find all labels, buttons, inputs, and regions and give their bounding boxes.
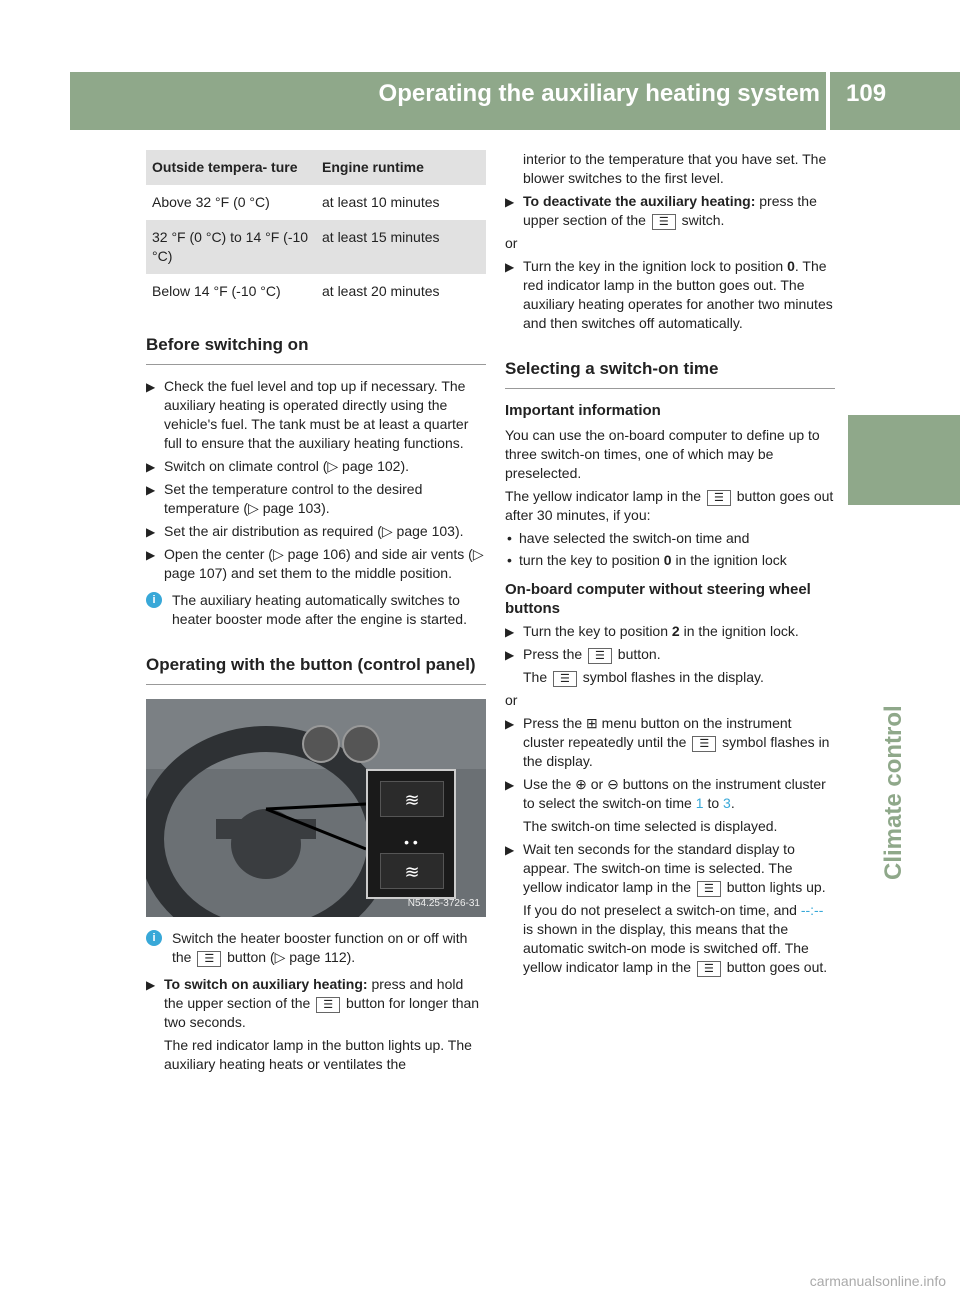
step-text: or	[590, 776, 604, 792]
arrow-icon: ▶	[146, 460, 156, 474]
arrow-icon: ▶	[505, 843, 515, 857]
auxiliary-heating-icon: ☰	[652, 214, 676, 230]
step-text: in the ignition lock.	[683, 623, 799, 639]
arrow-icon: ▶	[146, 483, 156, 497]
auxiliary-heating-icon: ☰	[697, 881, 721, 897]
info-icon: i	[146, 592, 162, 608]
section-heading: Selecting a switch-on time	[505, 359, 835, 389]
image-code: N54.25-3726-31	[407, 898, 480, 909]
indicator-dots: • •	[404, 834, 418, 850]
runtime-table	[146, 150, 486, 309]
instruction-step	[505, 192, 835, 230]
step-text: Turn the key to position	[523, 623, 669, 639]
arrow-icon: ▶	[146, 548, 156, 562]
section-heading: Before switching on	[146, 335, 486, 365]
auxiliary-heating-icon: ☰	[553, 671, 577, 687]
menu-icon: ⊞	[586, 715, 598, 731]
auxiliary-heating-icon: ☰	[588, 648, 612, 664]
instruction-step	[146, 457, 486, 476]
plus-icon: ⊕	[575, 776, 587, 792]
step-text: Wait ten seconds for the standard display to appear. The switch-on time is selected. The yellow indicator lamp in the	[523, 841, 795, 895]
step-text: menu button on the instrument cluster repeatedly until the	[523, 715, 792, 750]
step-text: button for longer than two seconds.	[164, 995, 480, 1030]
bullet-icon: •	[507, 552, 512, 568]
instruction-step	[505, 622, 835, 641]
list-text: have selected the switch-on time and	[519, 530, 750, 546]
step-text: If you do not preselect a switch-on time, and	[523, 902, 797, 918]
step-result	[505, 901, 835, 977]
table-cell: Above 32 °F (0 °C)	[152, 194, 270, 210]
table-cell: at least 15 minutes	[316, 220, 486, 274]
auxiliary-heating-icon: ☰	[697, 961, 721, 977]
instruction-step	[146, 975, 486, 1032]
arrow-icon: ▶	[505, 717, 515, 731]
arrow-icon: ▶	[146, 380, 156, 394]
heater-booster-icon: ☰	[197, 951, 221, 967]
continued-text: interior to the temperature that you have set. The blower switches to the first level.	[523, 151, 827, 186]
table-row	[146, 274, 486, 309]
list-text: in the ignition lock	[675, 552, 787, 568]
step-text: buttons on the instrument cluster to select the switch-on time	[523, 776, 826, 811]
arrow-icon: ▶	[505, 625, 515, 639]
table-header: Engine runtime	[316, 150, 486, 185]
instruction-step: ▶ Turn the key in the ignition lock to position 0. The red indicator lamp in the button goes out. The auxiliary heating operates for another two minutes and then switches off automatically.	[505, 258, 833, 331]
arrow-icon: ▶	[505, 260, 515, 274]
arrow-icon: ▶	[146, 978, 156, 992]
time-number: 1	[695, 795, 704, 811]
key-position: 2	[671, 623, 680, 639]
header-separator	[826, 72, 830, 130]
step-text: symbol flashes in the display.	[582, 669, 764, 685]
or-text: or	[505, 692, 518, 708]
info-text: button (▷ page 112).	[227, 949, 356, 965]
display-dashes: --:--	[800, 902, 824, 918]
table-cell: 32 °F (0 °C) to 14 °F (-10 °C)	[146, 220, 316, 274]
info-icon: i	[146, 930, 162, 946]
step-result: The red indicator lamp in the button lights up. The auxiliary heating heats or ventilates the	[164, 1037, 472, 1072]
left-column	[146, 150, 486, 1078]
info-text: Switch the heater booster function on or off with the	[172, 930, 468, 965]
time-number: 3	[723, 795, 731, 811]
step-text: Press the	[523, 646, 583, 662]
heater-booster-button[interactable]: ≋	[380, 781, 444, 817]
step-label: To deactivate the auxiliary heating:	[523, 193, 756, 209]
key-position: 0	[787, 258, 795, 274]
key-position: 0	[663, 552, 672, 568]
side-label	[840, 580, 907, 880]
list-item	[505, 551, 835, 570]
step-text: Switch on climate control (▷ page 102).	[164, 458, 409, 474]
page-number: 109	[846, 80, 887, 107]
step-text: is shown in the display, this means that the automatic switch-on mode is switched off. The yellow indicator lamp in the	[523, 921, 809, 975]
step-text: Use the	[523, 776, 572, 792]
step-text: The red indicator lamp in the button goes out. The auxiliary heating operates for another two minutes and then switches off automatically.	[523, 258, 833, 331]
side-tab	[848, 415, 960, 505]
section-heading: Operating with the button (control panel)	[146, 655, 486, 685]
paragraph: You can use the on-board computer to define up to three switch-on times, one of which may be preselected.	[505, 427, 820, 481]
step-label: To switch on auxiliary heating:	[164, 976, 368, 992]
table-row	[146, 220, 486, 274]
paragraph-text: button goes out after 30 minutes, if you:	[505, 488, 834, 523]
page-title: Operating the auxiliary heating system	[378, 80, 820, 107]
instruction-step	[146, 522, 486, 541]
instruction-step: ▶ Use the ⊕ or ⊖ buttons on the instrument cluster to select the switch-on time 1 to 3.	[505, 776, 826, 811]
auxiliary-heating-icon: ☰	[707, 490, 731, 506]
instruction-step	[505, 714, 835, 771]
paragraph-text: The yellow indicator lamp in the	[505, 488, 702, 504]
control-panel	[366, 769, 456, 899]
step-text: Press the	[523, 715, 583, 731]
table-cell: at least 20 minutes	[322, 283, 440, 299]
step-text: Open the center (▷ page 106) and side air vents (▷ page 107) and set them to the middle position.	[164, 546, 484, 581]
table-row	[146, 185, 486, 220]
step-text: switch.	[681, 212, 725, 228]
step-text: to	[707, 795, 720, 811]
minus-icon: ⊖	[607, 776, 619, 792]
bullet-icon: •	[507, 530, 512, 546]
table-header-row	[146, 150, 486, 185]
step-text: press and hold the upper section of the	[164, 976, 464, 1011]
subsection-heading: On-board computer without steering wheel buttons	[505, 581, 811, 617]
step-text: The	[523, 669, 548, 685]
arrow-icon: ▶	[505, 778, 515, 792]
step-text: Turn the key in the ignition lock to position	[523, 258, 784, 274]
right-column	[505, 150, 835, 981]
step-text: button goes out.	[726, 959, 828, 975]
dashboard-photo	[146, 699, 486, 917]
table-cell: at least 10 minutes	[322, 194, 440, 210]
auxiliary-heating-button[interactable]: ≋	[380, 853, 444, 889]
arrow-icon: ▶	[505, 648, 515, 662]
info-note	[146, 591, 486, 629]
footer-watermark: carmanualsonline.info	[809, 1273, 946, 1289]
step-text: button lights up.	[726, 879, 826, 895]
side-label-text: Climate control	[880, 705, 907, 880]
instruction-step	[146, 377, 486, 453]
or-text: or	[505, 235, 518, 251]
paragraph	[505, 487, 835, 525]
auxiliary-heating-icon: ☰	[316, 997, 340, 1013]
list-item	[505, 529, 835, 548]
arrow-icon: ▶	[505, 195, 515, 209]
info-text: The auxiliary heating automatically switches to heater booster mode after the engine is started.	[172, 592, 467, 627]
step-text: press the upper section of the	[523, 193, 817, 228]
step-text: Check the fuel level and top up if necessary. The auxiliary heating is operated directly using the vehicle's fuel. The tank must be at least a quarter full to ensure that the auxiliary heating functions.	[164, 378, 469, 451]
instruction-step	[505, 840, 835, 897]
table-cell: Below 14 °F (-10 °C)	[152, 283, 281, 299]
instruction-step	[146, 545, 486, 583]
arrow-icon: ▶	[146, 525, 156, 539]
auxiliary-heating-icon: ☰	[692, 736, 716, 752]
instruction-step	[146, 480, 486, 518]
step-result: The switch-on time selected is displayed.	[523, 818, 778, 834]
step-text: Set the air distribution as required (▷ page 103).	[164, 523, 464, 539]
subsection-heading: Important information	[505, 402, 661, 419]
instruction-step	[505, 645, 835, 664]
table-header: Outside tempera- ture	[146, 150, 316, 185]
step-text: symbol flashes in the display.	[523, 734, 830, 769]
info-note	[146, 929, 486, 967]
step-text: button.	[617, 646, 661, 662]
step-text: Set the temperature control to the desired temperature (▷ page 103).	[164, 481, 423, 516]
list-text: turn the key to position	[519, 552, 660, 568]
step-result	[505, 668, 835, 687]
